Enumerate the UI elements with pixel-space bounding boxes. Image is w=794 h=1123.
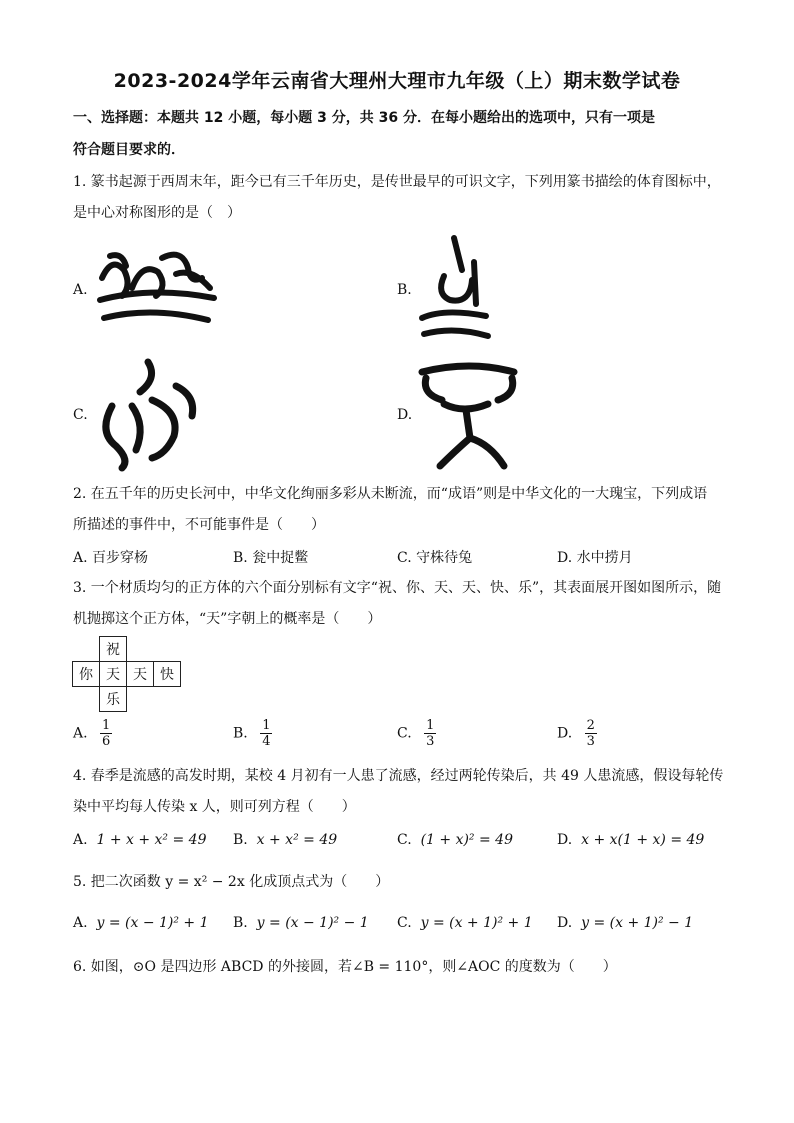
q4-stem-line2: 染中平均每人传染 x 人，则可列方程（ ） (73, 799, 356, 815)
q3-option-b (233, 718, 272, 749)
q1-option-b-seal-glyph (414, 234, 494, 344)
net-cell: 快 (154, 662, 181, 687)
option-label: B. (233, 725, 248, 742)
q5-option-d (557, 915, 693, 931)
q1-option-a-label: A. (73, 282, 88, 298)
q5-option-a (73, 915, 209, 931)
option-label: D. (557, 832, 573, 848)
q1-option-b-label: B. (397, 282, 412, 298)
equation: y = (x + 1)² + 1 (420, 915, 533, 931)
option-label: A. (73, 725, 88, 742)
q1-stem-line1: 1. 篆书起源于西周末年，距今已有三千年历史，是传世最早的可识文字，下列用篆书描绘的体育图标中， (73, 174, 721, 190)
q5-option-c (397, 915, 533, 931)
option-label: C. (397, 832, 412, 848)
q1-option-c-label: C. (73, 407, 88, 423)
option-label: C. (397, 725, 412, 742)
page-title: 2023-2024学年云南省大理州大理市九年级（上）期末数学试卷 (113, 70, 681, 92)
option-label: C. (397, 915, 412, 931)
net-cell: 你 (73, 662, 100, 687)
section-heading-line1: 一、选择题：本题共 12 小题，每小题 3 分，共 36 分．在每小题给出的选项中，只有一项是 (73, 110, 655, 126)
option-label: D. (557, 915, 573, 931)
q3-option-d (557, 718, 597, 749)
section-heading-line2: 符合题目要求的． (73, 142, 185, 158)
q3-option-c (397, 718, 436, 749)
option-label: D. (557, 725, 573, 742)
fraction: $\frac{1}{4}$ (262, 718, 271, 749)
q2-option-c: C. 守株待兔 (397, 550, 473, 566)
q2-option-d: D. 水中捞月 (557, 550, 633, 566)
fraction: $\frac{1}{3}$ (426, 718, 435, 749)
net-cell-bottom: 乐 (100, 687, 127, 712)
q1-option-a-seal-glyph (92, 248, 222, 330)
option-label: A. (73, 915, 88, 931)
cube-net-figure (72, 636, 181, 712)
q2-option-a: A. 百步穿杨 (73, 550, 149, 566)
option-label: B. (233, 915, 248, 931)
q4-option-d (557, 832, 704, 848)
q2-stem-line2: 所描述的事件中，不可能事件是（ ） (73, 517, 325, 533)
q5-stem: 5. 把二次函数 y = x² − 2x 化成顶点式为（ ） (73, 874, 390, 890)
equation: y = (x + 1)² − 1 (581, 915, 694, 931)
q2-option-b: B. 瓮中捉鳖 (233, 550, 309, 566)
q2-stem-line1: 2. 在五千年的历史长河中，中华文化绚丽多彩从未断流，而“成语”则是中华文化的一大瑰宝，下列成语 (73, 486, 708, 502)
q4-option-a (73, 832, 207, 848)
equation: y = (x − 1)² − 1 (256, 915, 369, 931)
q1-option-d-seal-glyph (414, 356, 524, 472)
q1-stem-line2: 是中心对称图形的是（ ） (73, 205, 241, 221)
option-label: A. (73, 832, 88, 848)
fraction: $\frac{1}{6}$ (102, 718, 111, 749)
fraction: $\frac{2}{3}$ (586, 718, 595, 749)
option-label: B. (233, 832, 248, 848)
equation: 1 + x + x² = 49 (96, 832, 207, 848)
equation: (1 + x)² = 49 (420, 832, 513, 848)
equation: x + x(1 + x) = 49 (581, 832, 705, 848)
q3-stem-line2: 机抛掷这个正方体，“天”字朝上的概率是（ ） (73, 611, 382, 627)
q1-option-c-seal-glyph (92, 356, 202, 476)
q3-option-a (73, 718, 112, 749)
net-cell: 天 (127, 662, 154, 687)
q3-stem-line1: 3. 一个材质均匀的正方体的六个面分别标有文字“祝、你、天、天、快、乐”，其表面展开图如图所示，随 (73, 580, 722, 596)
net-cell: 天 (100, 662, 127, 687)
equation: x + x² = 49 (256, 832, 338, 848)
q4-option-b (233, 832, 337, 848)
equation: y = (x − 1)² + 1 (96, 915, 209, 931)
q4-stem-line1: 4. 春季是流感的高发时期，某校 4 月初有一人患了流感，经过两轮传染后，共 49 人患流感，假设每轮传 (73, 768, 724, 784)
q4-option-c (397, 832, 513, 848)
net-cell-top: 祝 (100, 637, 127, 662)
q5-option-b (233, 915, 369, 931)
q1-option-d-label: D. (397, 407, 413, 423)
q6-stem: 6. 如图，⊙O 是四边形 ABCD 的外接圆，若∠B = 110°，则∠AOC 的度数为（ ） (73, 959, 617, 975)
